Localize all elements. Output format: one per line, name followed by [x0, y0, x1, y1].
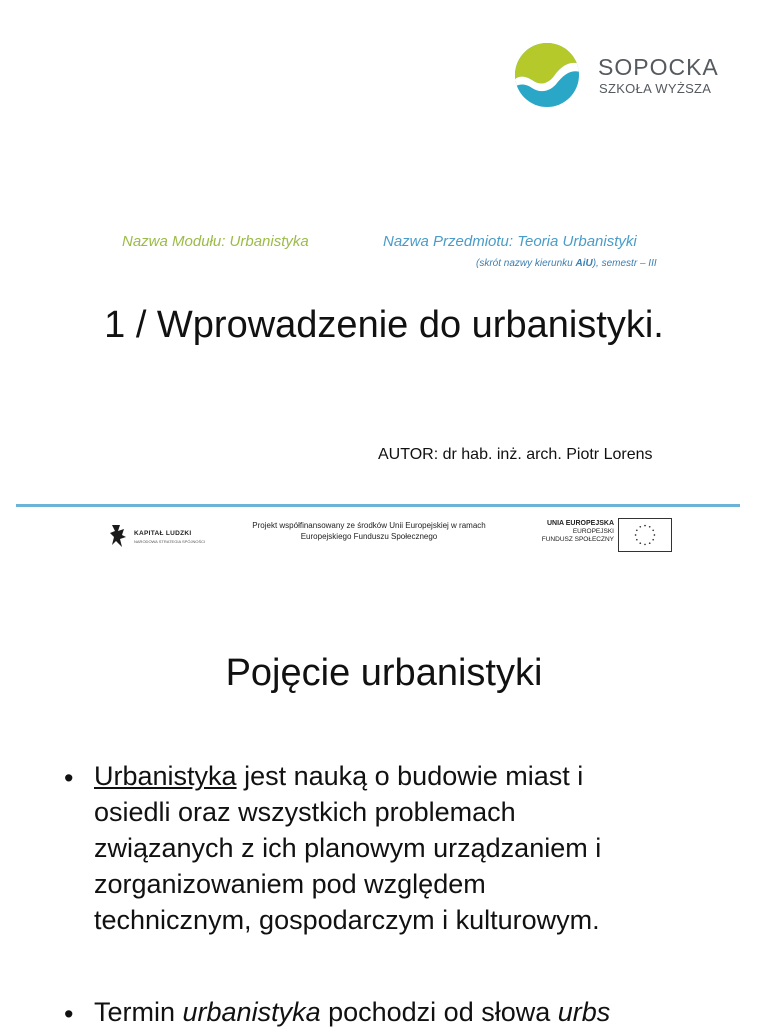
- kapital-ludzki-name: KAPITAŁ LUDZKI: [134, 530, 192, 537]
- eu-logo: [528, 518, 676, 554]
- bullet-etymology: [94, 994, 610, 1030]
- section-title: Pojęcie urbanistyki: [225, 652, 543, 694]
- logo-mark-icon: [514, 42, 580, 108]
- subject-name: Nazwa Przedmiotu: Teoria Urbanistyki: [383, 233, 637, 250]
- slide-title: 1 / Wprowadzenie do urbanistyki.: [104, 304, 664, 346]
- school-logo: [514, 42, 724, 112]
- funding-text-line1: Projekt współfinansowany ze środków Unii Europejskiej w ramach: [252, 521, 486, 530]
- kapital-ludzki-logo: [110, 521, 206, 553]
- word-urbs: urbs: [557, 997, 611, 1027]
- author: AUTOR: dr hab. inż. arch. Piotr Lorens: [378, 446, 653, 463]
- course-code: AiU: [575, 258, 593, 269]
- course-suffix: ), semestr – III: [592, 258, 657, 269]
- eu-flag-icon: [618, 518, 672, 552]
- eu-text-line2: EUROPEJSKI: [572, 528, 614, 535]
- bullet-marker: •: [64, 763, 74, 793]
- bullet-line: [94, 758, 754, 794]
- module-name: Nazwa Modułu: Urbanistyka: [122, 233, 309, 250]
- divider-line: [16, 504, 740, 507]
- bullet-line: osiedli oraz wszystkich problemach: [94, 797, 516, 827]
- eu-text-line1: UNIA EUROPEJSKA: [546, 520, 614, 527]
- term-urbanistyka-italic: urbanistyka: [182, 997, 321, 1027]
- bullet-line-text: jest nauką o budowie miast i: [236, 761, 584, 791]
- eu-text: [528, 520, 614, 544]
- eu-text-line3: FUNDUSZ SPOŁECZNY: [541, 536, 614, 543]
- bullet-middle: pochodzi od słowa: [320, 997, 558, 1027]
- funding-text-line2: Europejskiego Funduszu Społecznego: [300, 532, 438, 541]
- bullet-marker: •: [64, 999, 74, 1029]
- logo-name: SOPOCKA: [598, 54, 719, 80]
- course-prefix: (skrót nazwy kierunku: [476, 258, 576, 269]
- bullet-definition: [94, 758, 754, 938]
- funding-text: [226, 520, 512, 542]
- kapital-ludzki-icon: [110, 523, 128, 549]
- kapital-ludzki-subtitle: NARODOWA STRATEGIA SPÓJNOŚCI: [134, 539, 206, 544]
- course-info: [476, 258, 657, 269]
- bullet-line: technicznym, gospodarczym i kulturowym.: [94, 905, 600, 935]
- bullet-line: związanych z ich planowym urządzaniem i: [94, 833, 602, 863]
- term-urbanistyka: Urbanistyka: [94, 761, 237, 791]
- logo-subtitle: SZKOŁA WYŻSZA: [599, 81, 712, 96]
- bullet-prefix: Termin: [94, 997, 183, 1027]
- bullet-line: zorganizowaniem pod względem: [94, 869, 486, 899]
